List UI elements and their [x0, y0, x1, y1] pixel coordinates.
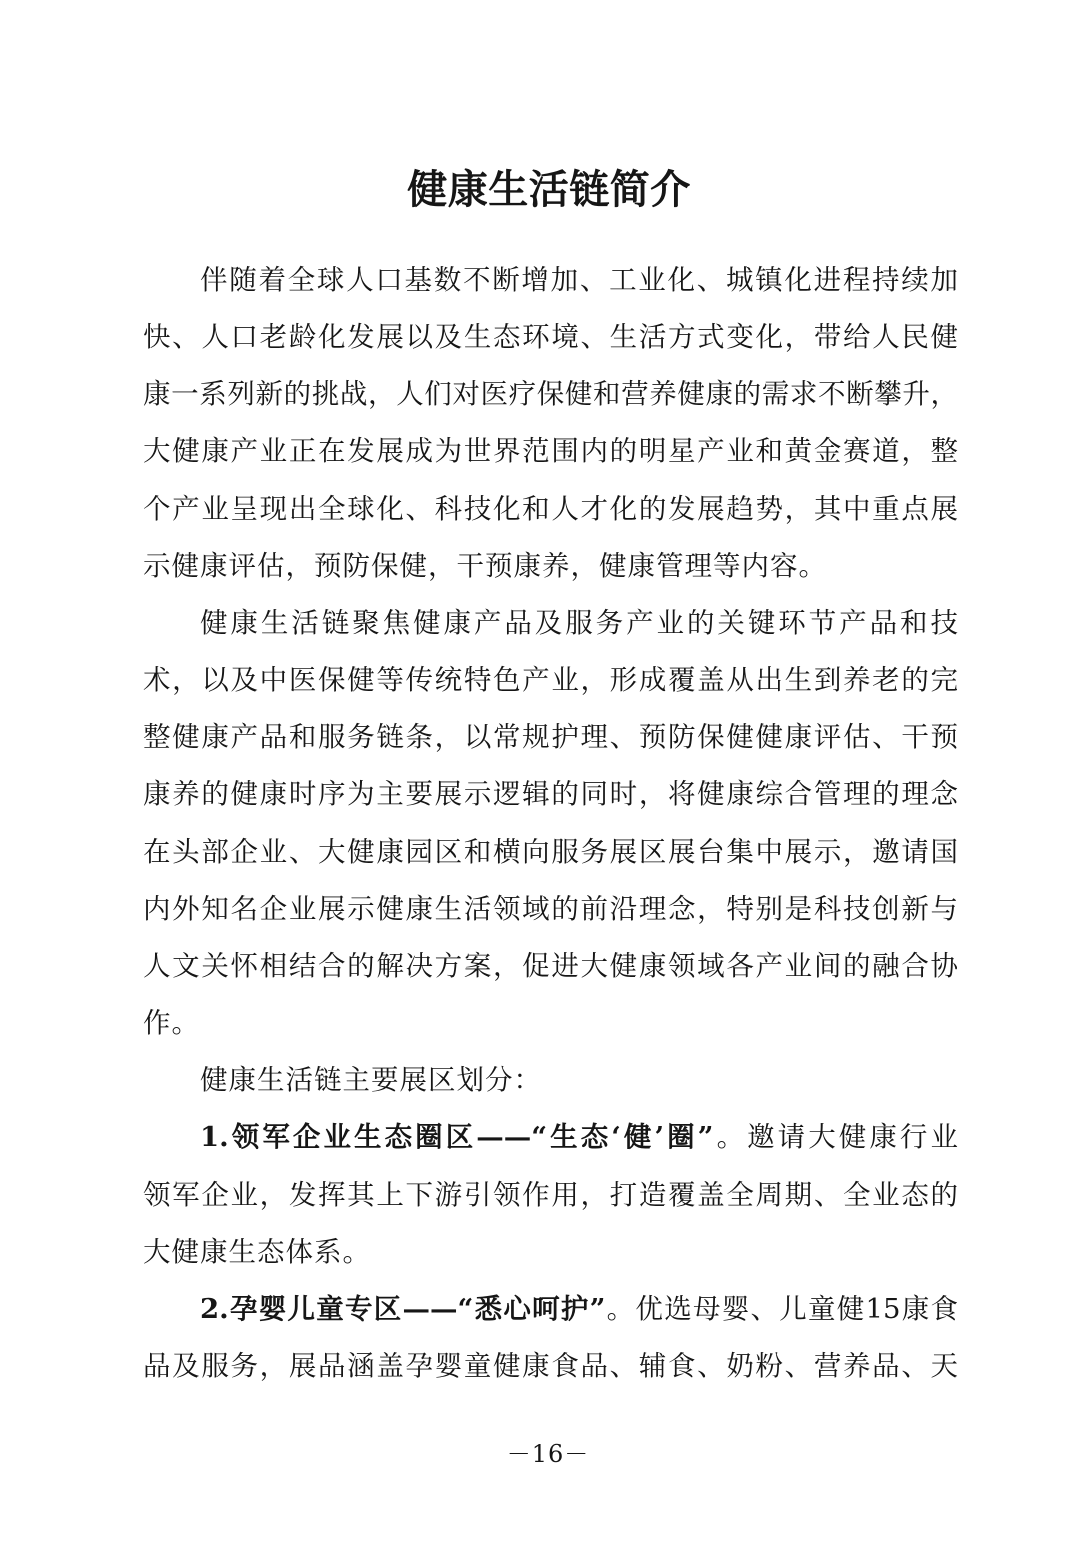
text-line: 大健康产业正在发展成为世界范围内的明星产业和黄金赛道，整	[143, 435, 958, 468]
text-line: 大健康生态体系。	[143, 1235, 371, 1268]
paragraph-intro	[143, 252, 958, 595]
text-line: 伴随着全球人口基数不断增加、工业化、城镇化进程持续加	[200, 264, 958, 296]
page-title: 健康生活链简介	[407, 166, 691, 213]
text-line	[143, 1109, 958, 1166]
text-line: 内外知名企业展示健康生活领域的前沿理念，特别是科技创新与	[143, 892, 958, 925]
text-line: 品及服务，展品涵盖孕婴童健康食品、辅食、奶粉、营养品、天	[143, 1349, 958, 1382]
document-body	[143, 252, 958, 1395]
text-line: 康养的健康时序为主要展示逻辑的同时，将健康综合管理的理念	[143, 778, 958, 811]
section-text: 。优选母婴、儿童健15康食	[605, 1292, 958, 1325]
text-line: 术，以及中医保健等传统特色产业，形成覆盖从出生到养老的完	[143, 664, 958, 697]
paragraph-focus	[143, 595, 958, 1052]
section-heading: 2.孕婴儿童专区——“悉心呵护”	[200, 1292, 606, 1325]
text-line: 在头部企业、大健康园区和横向服务展区展台集中展示，邀请国	[143, 835, 958, 868]
section-text: 。邀请大健康行业	[713, 1121, 958, 1154]
section-heading: 1.领军企业生态圈区——“生态‘健’圈”	[200, 1121, 714, 1154]
text-line: 示健康评估，预防保健，干预康养，健康管理等内容。	[143, 549, 827, 582]
paragraph-zones-intro	[143, 1052, 958, 1109]
text-line: 健康生活链聚焦健康产品及服务产业的关键环节产品和技	[200, 606, 958, 639]
text-line: 健康生活链主要展区划分：	[200, 1064, 542, 1097]
paragraph-zone-1	[143, 1109, 958, 1280]
text-line: 快、人口老龄化发展以及生态环境、生活方式变化，带给人民健	[143, 321, 958, 354]
text-line: 人文关怀相结合的解决方案，促进大健康领域各产业间的融合协	[143, 949, 958, 982]
text-line: 作。	[143, 1007, 200, 1040]
text-line: 康一系列新的挑战，人们对医疗保健和营养健康的需求不断攀升，	[143, 378, 958, 411]
page-number: －16－	[506, 1440, 590, 1468]
text-line	[143, 1281, 958, 1338]
text-line: 整健康产品和服务链条，以常规护理、预防保健健康评估、干预	[143, 721, 958, 754]
text-line: 领军企业，发挥其上下游引领作用，打造覆盖全周期、全业态的	[143, 1178, 958, 1211]
paragraph-zone-2	[143, 1281, 958, 1395]
text-line: 个产业呈现出全球化、科技化和人才化的发展趋势，其中重点展	[143, 492, 958, 525]
